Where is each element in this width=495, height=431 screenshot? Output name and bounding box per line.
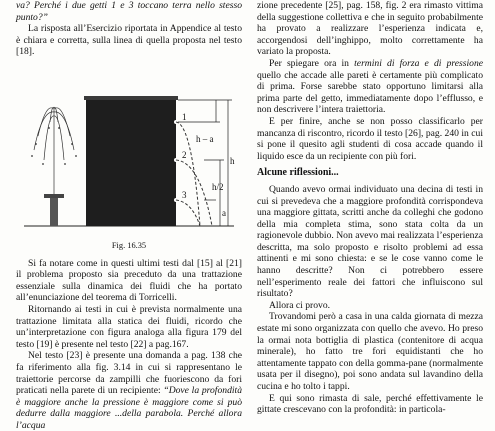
paragraph-zione-precedente: zione precedente [25], pag. 158, fig. 2 era rimasto vittima della suggestione collettiva e che in seguito probabilmente ha provato a realizzare l’esperienza indicata e, accorgendosi dell’inghippo, molto correttamente ha variato la proposta. <box>257 0 483 58</box>
paragraph-trovandomi: Trovandomi però a casa in una calda giornata di mezza estate mi sono organizzata con quello che avevo. Ho preso la ormai nota bottiglia di plastica (contenitore di acqua minerale), ho fatto tre fori equidistanti che ho attentamente tappato con della gomma-pane (normalmente usata per il disegno), poi sono andata sul lavandino della cucina e ho tolto i tappi. <box>257 311 483 392</box>
paragraph-spiegare: Per spiegare ora in termini di forza e di pressione quello che accade alle pareti è certamente più complicato di prima. Forse sarebbe stato opportuno limitarsi alla prima parte del getto, immediatamente dopo l’efflusso, e non descrivere l’intera traiettoria. <box>257 57 483 116</box>
fountain-stand <box>50 198 58 226</box>
figure-container-with-jets <box>16 64 242 236</box>
hole-label-3: 3 <box>182 189 187 200</box>
left-column <box>16 0 242 431</box>
water-container <box>86 98 176 226</box>
paragraph-notare: Si fa notare come in questi ultimi testi dal [15] al [21] il problema proposto sia preceduto da una trattazione essenziale sulla dinamica dei fluidi che ha portato all’enunciazione del teorema di Torricelli. <box>16 257 242 304</box>
dimension-a: a <box>222 207 226 218</box>
dimension-h-minus-a: h – a <box>196 133 214 144</box>
jet-3 <box>176 200 200 226</box>
hole-label-1: 1 <box>182 111 187 122</box>
paragraph-ritornando: Ritornando ai testi in cui è prevista normalmente una trattazione limitata alla statica dei fluidi, ricordo che un’interpretazione con figura analoga alla figura 179 del testo [19] è presente nel testo [22] a pag.167. <box>16 303 242 350</box>
dimension-h-half: h/2 <box>212 181 224 192</box>
dimension-h: h <box>230 155 235 166</box>
fountain-basin <box>44 194 64 198</box>
paragraph-nel-testo: Nel testo [23] è presente una domanda a pag. 138 che fa riferimento alla fig. 3.14 in cui si rappresentano le traiettorie percorse da zampilli che fuoriescono da fori praticati nella parete di un recipiente: “Dove la profondità è maggiore anche la pressione è maggiore come si può dedurre dalla maggiore ...della parabola. Perché allora l’acqua <box>16 350 242 431</box>
paragraph-per-finire: E per finire, anche se non posso classificarlo per mancanza di riscontro, ricordo il testo [26], pag. 240 in cui si pone il quesito agli studenti di cosa accade quando il liquido esce da un recipiente con più fori. <box>257 115 483 162</box>
paragraph-rimasta: E qui sono rimasta di sale, perché effettivamente le gittate crescevano con la profondità: in particola- <box>257 392 483 416</box>
section-title: Alcune riflessioni... <box>257 167 339 179</box>
hole-label-2: 2 <box>182 149 187 160</box>
container-rim <box>84 96 178 100</box>
paragraph-allora: Allora ci provo. <box>269 299 331 311</box>
right-column <box>257 0 483 416</box>
paragraph-appendice: La risposta all’Esercizio riportata in Appendice al testo è chiara e corretta, sulla linea di quella proposta nel testo [18]. <box>16 23 242 58</box>
paragraph-question-continuation: va? Perché i due getti 1 e 3 toccano terra nello stesso punto?” <box>16 0 242 23</box>
container-jets-illustration <box>16 64 242 236</box>
paragraph-quando: Quando avevo ormai individuato una decina di testi in cui si prevedeva che a maggiore profondità corrispondeva una maggiore gittata, scritti anche da colleghi che godono della mia completa stima, sono stata colta da un ragionevole dubbio. Non avevo mai realizzata l’esperienza descritta, ma solo proposto e risolto problemi ad essa attinenti e mi sono chiesta: e se le cose vanno come le hanno descritte? Non ci potrebbero essere nell’esperimento reale dei fattori che influiscono sul risultato? <box>257 183 483 300</box>
figure-caption: Fig. 16.35 <box>111 240 147 250</box>
